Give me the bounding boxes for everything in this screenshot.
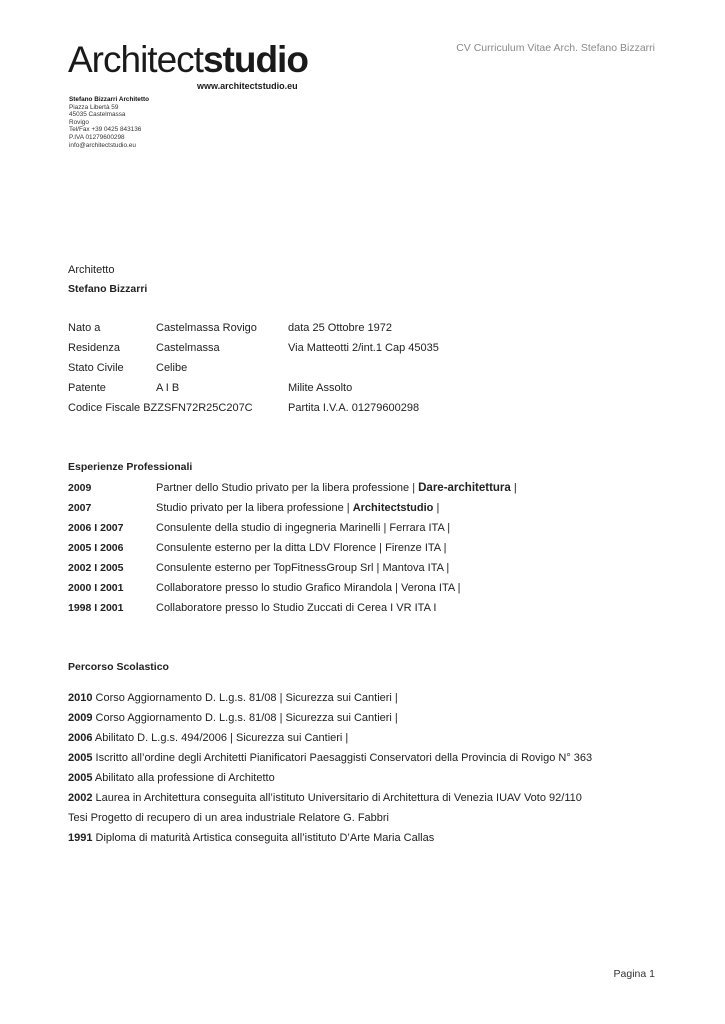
education-item: 2005 Abilitato alla professione di Architetto xyxy=(68,772,275,784)
profile-name: Stefano Bizzarri xyxy=(68,283,148,295)
personal-value: Castelmassa Rovigo xyxy=(156,322,257,334)
contact-line: P.IVA 01279600298 xyxy=(69,133,125,141)
experience-year: 2000 I 2001 xyxy=(68,582,124,594)
document-header-title: CV Curriculum Vitae Arch. Stefano Bizzarri xyxy=(456,42,655,54)
education-item: 2010 Corso Aggiornamento D. L.g.s. 81/08 | Sicurezza sui Cantieri | xyxy=(68,692,398,704)
experience-year: 1998 I 2001 xyxy=(68,602,124,614)
personal-value: Celibe xyxy=(156,362,188,374)
experience-description: Collaboratore presso lo studio Grafico Mirandola | Verona ITA | xyxy=(156,582,461,594)
personal-label: Codice Fiscale BZZSFN72R25C207C xyxy=(68,402,253,414)
personal-extra: Partita I.V.A. 01279600298 xyxy=(288,402,420,414)
education-item: 2002 Laurea in Architettura conseguita all’istituto Universitario di Architettura di Venezia IUAV Voto 92/110 xyxy=(68,792,582,804)
logo-text-bold: studio xyxy=(202,39,308,80)
experience-year: 2007 xyxy=(68,502,92,514)
studio-logo xyxy=(68,40,308,80)
experience-description: Consulente esterno per TopFitnessGroup Srl | Mantova ITA | xyxy=(156,562,450,574)
education-item: 2006 Abilitato D. L.g.s. 494/2006 | Sicurezza sui Cantieri | xyxy=(68,732,349,744)
personal-extra: Milite Assolto xyxy=(288,382,353,394)
website-link[interactable]: www.architectstudio.eu xyxy=(197,81,298,91)
experience-year: 2005 I 2006 xyxy=(68,542,124,554)
education-item: Tesi Progetto di recupero di un area industriale Relatore G. Fabbri xyxy=(68,812,390,824)
contact-name: Stefano Bizzarri Architetto xyxy=(69,96,150,103)
experience-description: Collaboratore presso lo Studio Zuccati di Cerea I VR ITA I xyxy=(156,602,437,614)
education-section-title: Percorso Scolastico xyxy=(68,661,169,673)
education-item: 1991 Diploma di maturità Artistica conseguita all’istituto D’Arte Maria Callas xyxy=(68,832,435,844)
contact-line: Rovigo xyxy=(69,118,89,126)
education-item: 2005 Iscritto all’ordine degli Architetti Pianificatori Paesaggisti Conservatori della Provincia di Rovigo N° 363 xyxy=(68,752,593,764)
experience-year: 2006 I 2007 xyxy=(68,522,124,534)
experience-description: Partner dello Studio privato per la libera professione | Dare-architettura | xyxy=(156,482,517,494)
personal-label: Patente xyxy=(68,382,106,394)
experience-year: 2002 I 2005 xyxy=(68,562,124,574)
profile-role: Architetto xyxy=(68,264,115,276)
contact-email: info@architectstudio.eu xyxy=(69,141,136,149)
education-item: 2009 Corso Aggiornamento D. L.g.s. 81/08 | Sicurezza sui Cantieri | xyxy=(68,712,398,724)
contact-line: Tel/Fax +39 0425 843136 xyxy=(69,126,142,134)
page-number: Pagina 1 xyxy=(613,968,655,980)
personal-value: A I B xyxy=(156,382,180,394)
contact-block xyxy=(69,96,149,149)
contact-line: Piazza Libertà 59 xyxy=(69,103,119,111)
logo-text-light: Architect xyxy=(68,39,203,80)
experience-description: Studio privato per la libera professione | Architectstudio | xyxy=(156,502,440,514)
personal-label: Stato Civile xyxy=(68,362,124,374)
personal-extra: data 25 Ottobre 1972 xyxy=(288,322,392,334)
personal-value: Castelmassa xyxy=(156,342,220,354)
experience-description: Consulente esterno per la ditta LDV Florence | Firenze ITA | xyxy=(156,542,447,554)
experience-year: 2009 xyxy=(68,482,92,494)
personal-label: Nato a xyxy=(68,322,101,334)
personal-extra: Via Matteotti 2/int.1 Cap 45035 xyxy=(288,342,439,354)
experience-description: Consulente della studio di ingegneria Marinelli | Ferrara ITA | xyxy=(156,522,451,534)
experience-section-title: Esperienze Professionali xyxy=(68,461,193,473)
personal-label: Residenza xyxy=(68,342,120,354)
contact-line: 45035 Castelmassa xyxy=(69,111,126,119)
